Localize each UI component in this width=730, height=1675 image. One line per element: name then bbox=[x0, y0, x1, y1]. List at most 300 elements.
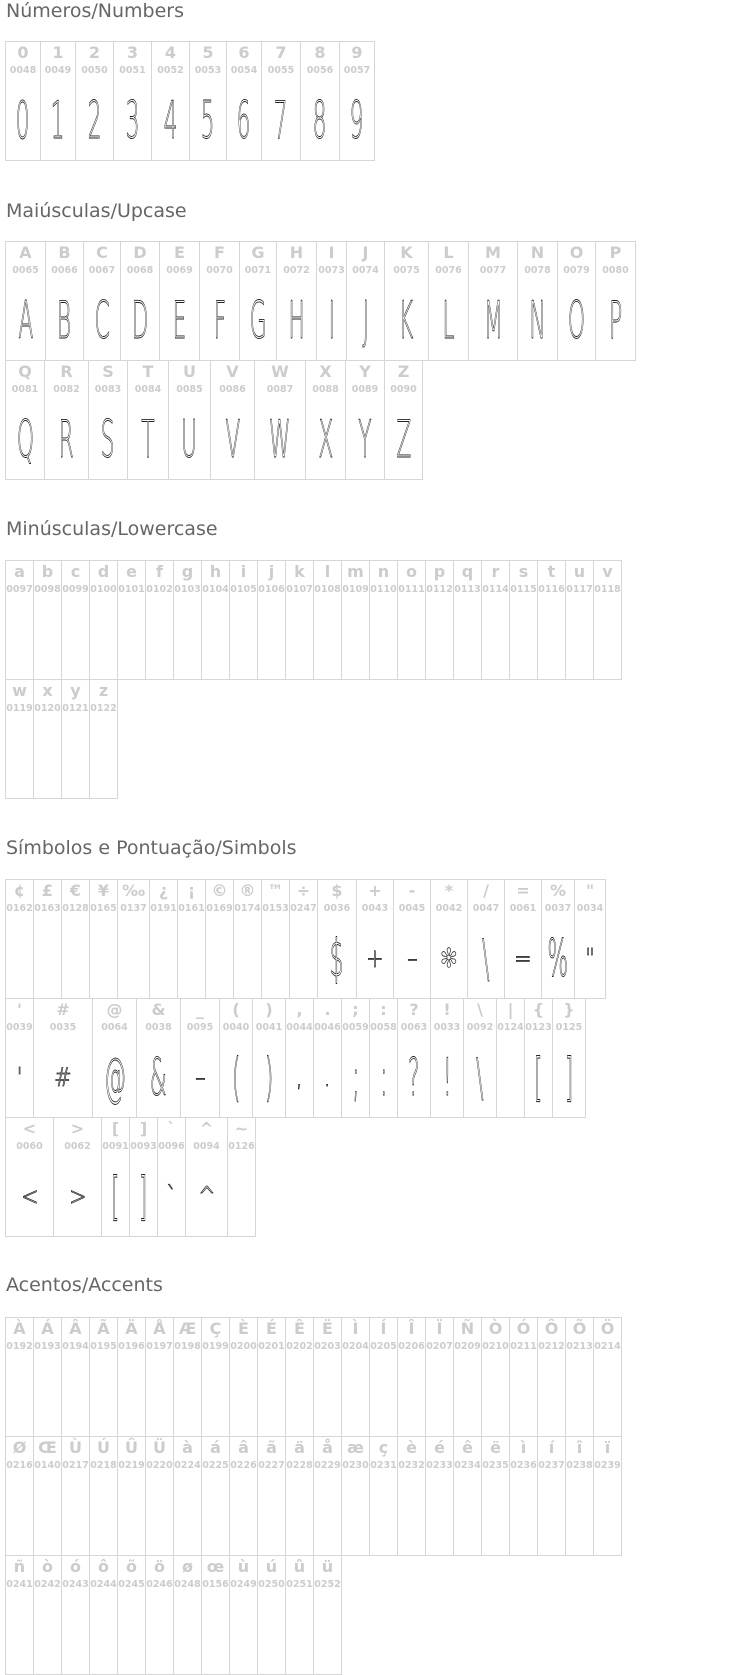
glyph-cell bbox=[339, 41, 375, 161]
glyph-character-label: ; bbox=[352, 1000, 359, 1019]
glyph-code-label: 0060 bbox=[16, 1141, 43, 1152]
glyph-preview bbox=[160, 282, 199, 360]
glyph-character-label: ó bbox=[70, 1557, 81, 1576]
glyph-preview-char: Q bbox=[16, 410, 34, 470]
glyph-cell bbox=[33, 679, 62, 799]
glyph-preview-char: L bbox=[442, 291, 455, 351]
glyph-code-label: 0084 bbox=[134, 384, 162, 395]
glyph-code-label: 0102 bbox=[146, 584, 173, 595]
glyph-code-label: 0121 bbox=[62, 703, 89, 714]
glyph-code-label: 0242 bbox=[34, 1579, 61, 1590]
glyph-code-label: 0052 bbox=[157, 65, 184, 76]
glyph-code-label: 0050 bbox=[81, 65, 108, 76]
glyph-cell bbox=[40, 41, 76, 161]
glyph-cell bbox=[201, 1436, 230, 1556]
glyph-preview-char: 8 bbox=[313, 91, 327, 151]
glyph-character-label: ^ bbox=[199, 1119, 214, 1138]
glyph-code-label: 0140 bbox=[34, 1460, 61, 1471]
glyph-preview bbox=[137, 1039, 180, 1117]
glyph-cell bbox=[5, 679, 34, 799]
glyph-cell bbox=[117, 1317, 146, 1437]
glyph-cell bbox=[541, 879, 575, 999]
glyph-cell bbox=[276, 241, 317, 361]
glyph-preview-char: P bbox=[608, 291, 623, 351]
glyph-character-label: ' bbox=[17, 1000, 22, 1019]
glyph-preview bbox=[575, 920, 605, 998]
glyph-code-label: 0117 bbox=[566, 584, 593, 595]
glyph-cell bbox=[101, 1117, 130, 1237]
glyph-preview bbox=[596, 282, 635, 360]
glyph-cell bbox=[285, 1317, 314, 1437]
glyph-cell bbox=[44, 360, 89, 480]
glyph-preview-char: % bbox=[547, 929, 569, 989]
glyph-code-label: 0207 bbox=[426, 1341, 453, 1352]
glyph-cell bbox=[92, 998, 137, 1118]
glyph-character-label: ò bbox=[42, 1557, 53, 1576]
glyph-preview bbox=[340, 82, 374, 160]
glyph-cell bbox=[257, 1317, 286, 1437]
glyph-code-label: 0230 bbox=[342, 1460, 369, 1471]
glyph-character-label: # bbox=[56, 1000, 70, 1019]
glyph-preview-char: M bbox=[483, 291, 503, 351]
glyph-character-label: Ë bbox=[322, 1319, 333, 1338]
glyph-preview bbox=[128, 401, 168, 479]
glyph-cell bbox=[89, 1555, 118, 1675]
glyph-character-label: ã bbox=[266, 1438, 277, 1457]
glyph-code-label: 0156 bbox=[202, 1579, 229, 1590]
glyph-code-label: 0079 bbox=[563, 265, 590, 276]
glyph-cell bbox=[219, 998, 253, 1118]
glyph-code-label: 0038 bbox=[145, 1022, 172, 1033]
glyph-cell bbox=[83, 241, 121, 361]
glyph-cell bbox=[397, 1317, 426, 1437]
glyph-cell bbox=[229, 1555, 258, 1675]
glyph-preview bbox=[431, 1039, 463, 1117]
glyph-code-label: 0043 bbox=[361, 903, 389, 914]
glyph-code-label: 0099 bbox=[62, 584, 89, 595]
glyph-character-label: y bbox=[70, 681, 81, 700]
glyph-cell bbox=[317, 879, 357, 999]
glyph-character-label: . bbox=[324, 1000, 331, 1019]
glyph-code-label: 0247 bbox=[290, 903, 317, 914]
glyph-character-label: 5 bbox=[202, 43, 214, 62]
glyph-code-label: 0106 bbox=[258, 584, 285, 595]
glyph-code-label: 0061 bbox=[509, 903, 537, 914]
glyph-character-label: x bbox=[42, 681, 53, 700]
glyph-preview-char: V bbox=[225, 410, 240, 470]
glyph-preview-char: U bbox=[181, 410, 198, 470]
glyph-cell bbox=[341, 1317, 370, 1437]
glyph-character-label: p bbox=[433, 562, 446, 581]
glyph-code-label: 0055 bbox=[267, 65, 295, 76]
glyph-character-label: ù bbox=[237, 1557, 250, 1576]
glyph-cell bbox=[205, 879, 234, 999]
glyph-code-label: 0091 bbox=[102, 1141, 129, 1152]
glyph-preview-char: : bbox=[379, 1048, 388, 1108]
glyph-cell bbox=[226, 41, 262, 161]
glyph-code-label: 0083 bbox=[94, 384, 122, 395]
glyph-cell bbox=[384, 241, 429, 361]
glyph-character-label: I bbox=[328, 243, 335, 262]
glyph-character-label: œ bbox=[206, 1557, 225, 1576]
glyph-character-label: * bbox=[444, 881, 454, 900]
glyph-character-label: l bbox=[324, 562, 331, 581]
glyph-code-label: 0233 bbox=[426, 1460, 453, 1471]
glyph-code-label: 0064 bbox=[101, 1022, 128, 1033]
glyph-cell bbox=[305, 360, 346, 480]
glyph-code-label: 0212 bbox=[538, 1341, 565, 1352]
glyph-character-label: n bbox=[377, 562, 390, 581]
glyph-cell bbox=[233, 879, 262, 999]
glyph-character-label: e bbox=[126, 562, 137, 581]
glyph-character-label: 4 bbox=[164, 43, 177, 62]
glyph-cell bbox=[168, 360, 211, 480]
glyph-character-label: 2 bbox=[88, 43, 101, 62]
glyph-code-label: 0063 bbox=[400, 1022, 428, 1033]
glyph-preview bbox=[394, 920, 430, 998]
glyph-character-label: K bbox=[400, 243, 413, 262]
glyph-cell bbox=[289, 879, 318, 999]
glyph-character-label: V bbox=[226, 362, 239, 381]
glyph-character-label: 0 bbox=[17, 43, 29, 62]
glyph-preview-char: $ bbox=[330, 929, 344, 989]
glyph-cell bbox=[229, 560, 258, 680]
glyph-preview-char: I bbox=[328, 291, 335, 351]
glyph-preview bbox=[93, 1039, 136, 1117]
glyph-character-label: a bbox=[14, 562, 25, 581]
glyph-cell bbox=[145, 1436, 174, 1556]
glyph-code-label: 0095 bbox=[186, 1022, 214, 1033]
glyph-preview bbox=[89, 401, 127, 479]
glyph-code-label: 0235 bbox=[482, 1460, 509, 1471]
glyph-cell bbox=[397, 998, 431, 1118]
glyph-character-label: ê bbox=[462, 1438, 473, 1457]
glyph-preview-char: F bbox=[213, 291, 226, 351]
glyph-cell bbox=[5, 879, 34, 999]
glyph-cell bbox=[481, 1436, 510, 1556]
glyph-preview bbox=[464, 1039, 496, 1117]
glyph-code-label: 0039 bbox=[6, 1022, 33, 1033]
glyph-character-label: @ bbox=[106, 1000, 123, 1019]
glyph-code-label: 0229 bbox=[314, 1460, 341, 1471]
glyph-cell bbox=[369, 1317, 398, 1437]
glyph-cell bbox=[313, 1555, 342, 1675]
glyph-preview-char: 5 bbox=[201, 91, 215, 151]
glyph-preview-char: 9 bbox=[350, 91, 364, 151]
glyph-character-label: } bbox=[563, 1000, 575, 1019]
glyph-cell bbox=[53, 1117, 102, 1237]
glyph-preview-char: T bbox=[141, 410, 155, 470]
glyph-character-label: H bbox=[289, 243, 304, 262]
glyph-code-label: 0082 bbox=[53, 384, 80, 395]
glyph-character-label: ® bbox=[239, 881, 256, 900]
glyph-preview bbox=[46, 282, 83, 360]
glyph-preview-char: [ bbox=[111, 1167, 120, 1227]
glyph-preview-char: K bbox=[399, 291, 414, 351]
glyph-code-label: 0094 bbox=[193, 1141, 220, 1152]
glyph-code-label: 0191 bbox=[150, 903, 177, 914]
glyph-character-label: ( bbox=[232, 1000, 240, 1019]
glyph-cell bbox=[5, 1436, 34, 1556]
glyph-character-label: q bbox=[461, 562, 474, 581]
glyph-code-label: 0073 bbox=[318, 265, 345, 276]
glyph-preview bbox=[385, 282, 428, 360]
glyph-code-label: 0092 bbox=[466, 1022, 494, 1033]
glyph-preview-char: – bbox=[194, 1063, 206, 1093]
glyph-code-label: 0201 bbox=[258, 1341, 285, 1352]
glyph-code-label: 0100 bbox=[90, 584, 117, 595]
glyph-cell bbox=[552, 998, 586, 1118]
glyph-code-label: 0048 bbox=[9, 65, 37, 76]
glyph-character-label: æ bbox=[347, 1438, 364, 1457]
glyph-character-label: á bbox=[210, 1438, 221, 1457]
glyph-cell bbox=[127, 360, 169, 480]
glyph-preview bbox=[505, 920, 541, 998]
glyph-code-label: 0045 bbox=[398, 903, 426, 914]
glyph-preview-char: A bbox=[18, 291, 33, 351]
glyph-preview-char: 6 bbox=[237, 91, 251, 151]
glyph-cell bbox=[89, 679, 118, 799]
glyph-cell bbox=[61, 1555, 90, 1675]
glyph-character-label: ] bbox=[139, 1119, 148, 1138]
glyph-cell bbox=[113, 41, 152, 161]
glyph-cell bbox=[524, 998, 553, 1118]
glyph-code-label: 0071 bbox=[244, 265, 272, 276]
glyph-character-label: / bbox=[483, 881, 489, 900]
glyph-code-label: 0033 bbox=[433, 1022, 461, 1033]
glyph-cell bbox=[537, 1436, 566, 1556]
glyph-character-label: O bbox=[569, 243, 584, 262]
glyph-code-label: 0195 bbox=[90, 1341, 117, 1352]
glyph-cell bbox=[61, 1436, 90, 1556]
glyph-cell bbox=[369, 1436, 398, 1556]
glyph-cell bbox=[5, 1117, 54, 1237]
glyph-character-label: J bbox=[362, 243, 369, 262]
glyph-preview-char: ( bbox=[231, 1048, 241, 1108]
glyph-character-label: - bbox=[408, 881, 416, 900]
glyph-cell bbox=[159, 241, 200, 361]
glyph-cell bbox=[5, 1555, 34, 1675]
glyph-character-label: À bbox=[13, 1319, 26, 1338]
glyph-character-label: Œ bbox=[38, 1438, 57, 1457]
glyph-character-label: i bbox=[240, 562, 247, 581]
glyph-character-label: Ó bbox=[516, 1319, 531, 1338]
glyph-code-label: 0241 bbox=[6, 1579, 33, 1590]
glyph-character-label: ¢ bbox=[13, 881, 26, 900]
glyph-code-label: 0125 bbox=[555, 1022, 583, 1033]
glyph-character-label: â bbox=[238, 1438, 249, 1457]
glyph-character-label: F bbox=[214, 243, 225, 262]
glyph-code-label: 0192 bbox=[6, 1341, 33, 1352]
glyph-character-label: ™ bbox=[267, 881, 284, 900]
glyph-character-label: ø bbox=[182, 1557, 193, 1576]
glyph-preview-char: \ bbox=[482, 929, 490, 989]
glyph-preview bbox=[6, 82, 40, 160]
glyph-code-label: 0174 bbox=[234, 903, 261, 914]
glyph-character-label: Â bbox=[69, 1319, 82, 1338]
glyph-preview-char: [ bbox=[534, 1048, 543, 1108]
glyph-cell bbox=[430, 879, 468, 999]
glyph-code-label: 0236 bbox=[510, 1460, 537, 1471]
glyph-code-label: 0244 bbox=[90, 1579, 117, 1590]
glyph-character-label: ¡ bbox=[187, 881, 196, 900]
glyph-preview bbox=[314, 1039, 341, 1117]
glyph-preview bbox=[190, 82, 226, 160]
glyph-cell bbox=[136, 998, 181, 1118]
glyph-character-label: , bbox=[296, 1000, 303, 1019]
glyph-code-label: 0098 bbox=[34, 584, 61, 595]
glyph-character-label: Ø bbox=[12, 1438, 27, 1457]
glyph-code-label: 0053 bbox=[194, 65, 222, 76]
glyph-character-label: c bbox=[70, 562, 81, 581]
glyph-preview bbox=[346, 401, 384, 479]
glyph-character-label: à bbox=[182, 1438, 193, 1457]
glyph-character-label: s bbox=[518, 562, 529, 581]
glyph-cell bbox=[300, 41, 340, 161]
glyph-preview-char: ; bbox=[351, 1048, 360, 1108]
glyph-character-label: Æ bbox=[178, 1319, 197, 1338]
glyph-code-label: 0119 bbox=[6, 703, 33, 714]
glyph-character-label: Z bbox=[397, 362, 410, 381]
glyph-character-label: m bbox=[347, 562, 364, 581]
glyph-character-label: W bbox=[271, 362, 289, 381]
glyph-cell bbox=[117, 560, 146, 680]
glyph-code-label: 0067 bbox=[88, 265, 116, 276]
glyph-code-label: 0249 bbox=[230, 1579, 257, 1590]
section-title-accents: Acentos/Accents bbox=[6, 1274, 163, 1296]
glyph-preview-char: 4 bbox=[163, 91, 178, 151]
glyph-character-label: | bbox=[507, 1000, 514, 1019]
glyph-preview-char: # bbox=[54, 1063, 72, 1093]
glyph-code-label: 0193 bbox=[34, 1341, 61, 1352]
glyph-code-label: 0197 bbox=[146, 1341, 173, 1352]
glyph-cell bbox=[61, 560, 90, 680]
glyph-cell bbox=[75, 41, 114, 161]
glyph-preview-char: O bbox=[567, 291, 586, 351]
glyph-code-label: 0035 bbox=[49, 1022, 77, 1033]
glyph-code-label: 0231 bbox=[370, 1460, 397, 1471]
glyph-character-label: g bbox=[181, 562, 194, 581]
glyph-code-label: 0210 bbox=[482, 1341, 509, 1352]
glyph-preview-char: < bbox=[20, 1182, 39, 1212]
glyph-cell bbox=[227, 1117, 256, 1237]
glyph-cell bbox=[5, 560, 34, 680]
glyph-code-label: 0216 bbox=[6, 1460, 33, 1471]
glyph-code-label: 0153 bbox=[262, 903, 289, 914]
glyph-preview-char: ^ bbox=[197, 1182, 216, 1212]
glyph-cell bbox=[201, 1555, 230, 1675]
section-title-symbols: Símbolos e Pontuação/Simbols bbox=[6, 837, 297, 859]
glyph-code-label: 0122 bbox=[90, 703, 117, 714]
glyph-code-label: 0105 bbox=[230, 584, 257, 595]
glyph-cell bbox=[199, 241, 240, 361]
glyph-character-label: Ä bbox=[125, 1319, 138, 1338]
glyph-code-label: 0093 bbox=[130, 1141, 157, 1152]
glyph-code-label: 0036 bbox=[323, 903, 351, 914]
glyph-character-label: ë bbox=[490, 1438, 501, 1457]
glyph-cell bbox=[145, 560, 174, 680]
glyph-code-label: 0199 bbox=[202, 1341, 229, 1352]
glyph-cell bbox=[313, 998, 342, 1118]
glyph-character-label: { bbox=[532, 1000, 545, 1019]
glyph-code-label: 0224 bbox=[174, 1460, 201, 1471]
glyph-preview-char: > bbox=[68, 1182, 87, 1212]
glyph-preview bbox=[542, 920, 574, 998]
glyph-cell bbox=[453, 1436, 482, 1556]
glyph-character-label: o bbox=[406, 562, 417, 581]
glyph-preview-char: & bbox=[149, 1048, 168, 1108]
glyph-character-label: Ç bbox=[209, 1319, 222, 1338]
glyph-character-label: t bbox=[547, 562, 556, 581]
glyph-code-label: 0238 bbox=[566, 1460, 593, 1471]
glyph-code-label: 0062 bbox=[64, 1141, 91, 1152]
glyph-code-label: 0243 bbox=[62, 1579, 89, 1590]
glyph-cell bbox=[509, 560, 538, 680]
glyph-preview-char: . bbox=[324, 1063, 331, 1093]
glyph-preview-char: \ bbox=[476, 1048, 484, 1108]
glyph-preview-char: Y bbox=[358, 410, 372, 470]
glyph-preview bbox=[255, 401, 305, 479]
glyph-character-label: % bbox=[549, 881, 567, 900]
glyph-cell bbox=[5, 1317, 34, 1437]
glyph-cell bbox=[509, 1317, 538, 1437]
glyph-code-label: 0087 bbox=[266, 384, 294, 395]
glyph-cell bbox=[430, 998, 464, 1118]
glyph-code-label: 0116 bbox=[538, 584, 565, 595]
glyph-character-label: ~ bbox=[234, 1119, 249, 1138]
glyph-cell bbox=[285, 1555, 314, 1675]
glyph-cell bbox=[453, 560, 482, 680]
glyph-character-label: Y bbox=[359, 362, 371, 381]
glyph-cell bbox=[88, 360, 128, 480]
glyph-preview bbox=[318, 920, 356, 998]
glyph-code-label: 0075 bbox=[393, 265, 420, 276]
glyph-cell bbox=[346, 241, 385, 361]
glyph-cell bbox=[428, 241, 469, 361]
glyph-cell bbox=[173, 1436, 202, 1556]
glyph-code-label: 0225 bbox=[202, 1460, 229, 1471]
glyph-preview bbox=[102, 1158, 129, 1236]
glyph-character-label: è bbox=[406, 1438, 417, 1457]
glyph-character-label: z bbox=[98, 681, 109, 700]
glyph-cell bbox=[157, 1117, 186, 1237]
section-title-upcase: Maiúsculas/Upcase bbox=[6, 200, 187, 222]
glyph-cell bbox=[341, 1436, 370, 1556]
glyph-code-label: 0086 bbox=[219, 384, 246, 395]
glyph-code-label: 0097 bbox=[6, 584, 33, 595]
glyph-preview bbox=[431, 920, 467, 998]
glyph-code-label: 0220 bbox=[146, 1460, 173, 1471]
glyph-code-label: 0202 bbox=[286, 1341, 313, 1352]
glyph-cell bbox=[341, 998, 370, 1118]
glyph-preview bbox=[54, 1158, 101, 1236]
glyph-code-label: 0213 bbox=[566, 1341, 593, 1352]
glyph-cell bbox=[285, 998, 314, 1118]
glyph-cell bbox=[369, 560, 398, 680]
glyph-code-label: 0227 bbox=[258, 1460, 285, 1471]
glyph-character-label: ñ bbox=[13, 1557, 26, 1576]
glyph-character-label: b bbox=[41, 562, 54, 581]
glyph-character-label: " bbox=[585, 881, 595, 900]
glyph-character-label: ÷ bbox=[296, 881, 311, 900]
glyph-preview bbox=[130, 1158, 157, 1236]
glyph-character-label: ¿ bbox=[158, 881, 169, 900]
glyph-character-label: C bbox=[96, 243, 108, 262]
glyph-code-label: 0103 bbox=[174, 584, 201, 595]
glyph-code-label: 0041 bbox=[255, 1022, 283, 1033]
glyph-preview bbox=[45, 401, 88, 479]
glyph-character-label: N bbox=[530, 243, 545, 262]
